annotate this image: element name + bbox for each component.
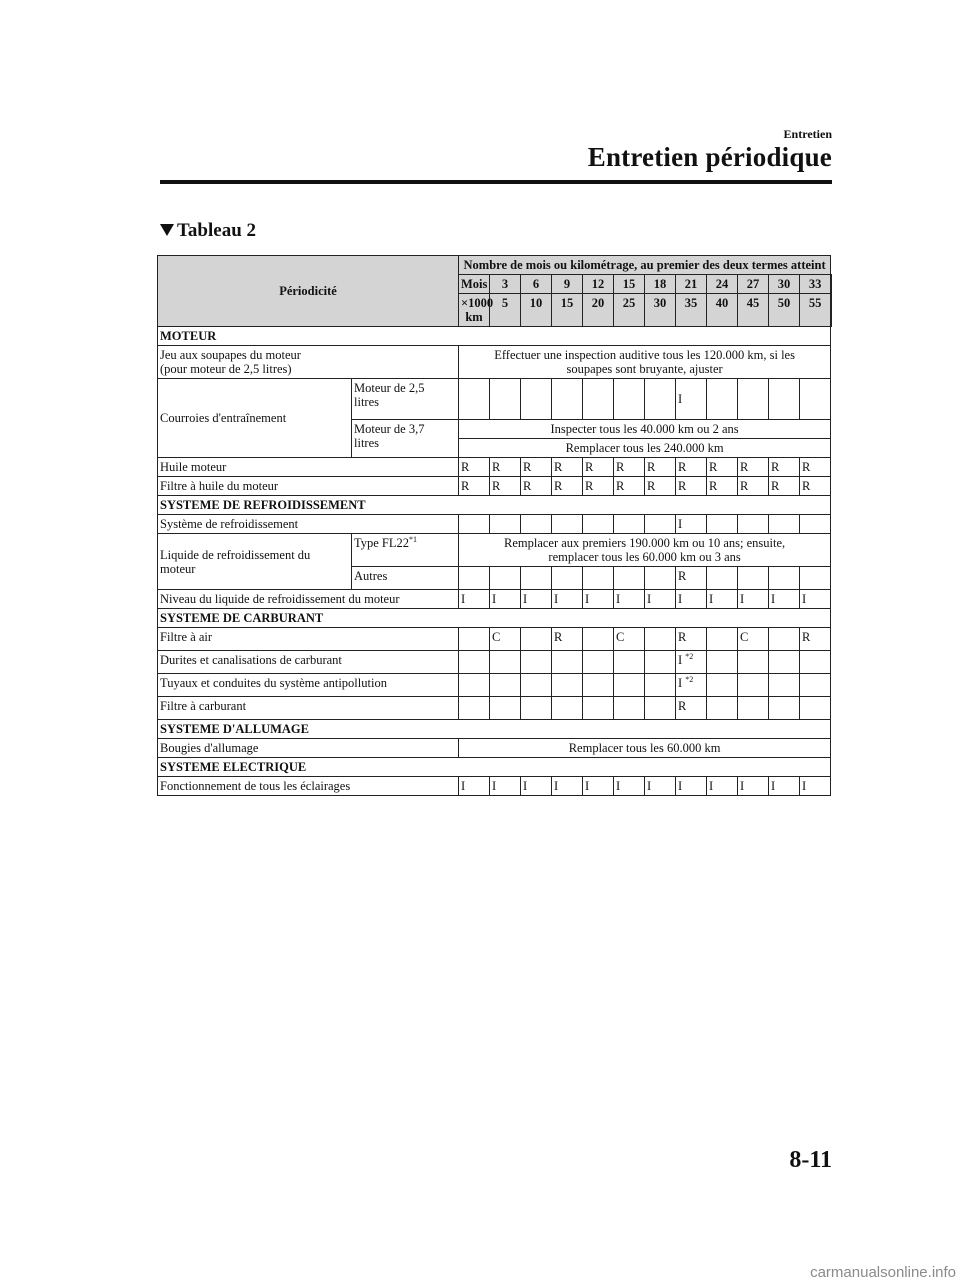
interval-cell: R <box>800 477 831 496</box>
eclairage-label: Fonctionnement de tous les éclairages <box>158 777 459 796</box>
interval-cell: I <box>459 590 490 609</box>
interval-cell: I <box>738 590 769 609</box>
section-title-allumage: SYSTEME D'ALLUMAGE <box>158 720 831 739</box>
interval-cell: R <box>552 477 583 496</box>
section-electrique <box>158 758 832 777</box>
section-title-refroid: SYSTEME DE REFROIDISSEMENT <box>158 496 831 515</box>
filtre-air-label: Filtre à air <box>158 628 459 651</box>
interval-cell: R <box>583 458 614 477</box>
interval-cell: I <box>800 590 831 609</box>
mois-cell: 24 <box>707 275 738 294</box>
interval-cell: R <box>552 458 583 477</box>
huile-label: Huile moteur <box>158 458 459 477</box>
moteur37-label: Moteur de 3,7 litres <box>352 420 459 458</box>
interval-cell: C <box>490 628 521 651</box>
interval-cell: I <box>614 590 645 609</box>
interval-cell: I <box>645 590 676 609</box>
span-header: Nombre de mois ou kilométrage, au premier des deux termes atteint <box>459 256 831 275</box>
km-cell: 5 <box>490 294 521 327</box>
interval-cell: R <box>676 477 707 496</box>
interval-cell: I <box>521 777 552 796</box>
interval-cell: R <box>521 458 552 477</box>
durites-i: I $^{*2}$ <box>676 651 707 674</box>
interval-cell: R <box>707 477 738 496</box>
km-cell: 50 <box>769 294 800 327</box>
section-title-moteur: MOTEUR <box>158 327 831 346</box>
mois-label: Mois <box>459 275 490 294</box>
km-cell: 45 <box>738 294 769 327</box>
interval-cell: I <box>521 590 552 609</box>
interval-cell: R <box>738 458 769 477</box>
systeme-label: Système de refroidissement <box>158 515 459 534</box>
autres-label: Autres <box>352 567 459 590</box>
interval-cell <box>459 628 490 651</box>
durites-label: Durites et canalisations de carburant <box>158 651 459 674</box>
km-cell: 15 <box>552 294 583 327</box>
km-cell: 40 <box>707 294 738 327</box>
autres-r: R <box>676 567 707 590</box>
jeu-value: Effectuer une inspection auditive tous les 120.000 km, si les soupapes sont bruyante, ajuster <box>459 346 831 379</box>
interval-cell: I <box>552 777 583 796</box>
interval-cell: C <box>614 628 645 651</box>
section-carburant <box>158 609 832 628</box>
interval-cell: R <box>459 477 490 496</box>
interval-cell <box>583 628 614 651</box>
page-title: Entretien périodique <box>587 142 832 172</box>
triangle-down-icon <box>160 224 174 236</box>
km-cell: 35 <box>676 294 707 327</box>
interval-cell: I <box>645 777 676 796</box>
interval-cell: I <box>614 777 645 796</box>
bougies-value: Remplacer tous les 60.000 km <box>459 739 831 758</box>
interval-cell: R <box>552 628 583 651</box>
interval-cell: R <box>490 458 521 477</box>
interval-cell: R <box>614 458 645 477</box>
mois-cell: 12 <box>583 275 614 294</box>
header-row-1 <box>158 256 832 275</box>
km-cell: 20 <box>583 294 614 327</box>
interval-cell: I <box>459 777 490 796</box>
moteur37-inspect: Inspecter tous les 40.000 km ou 2 ans <box>459 420 831 439</box>
maintenance-table <box>157 255 832 796</box>
interval-cell <box>521 628 552 651</box>
interval-cell: I <box>707 777 738 796</box>
interval-cell: I <box>583 777 614 796</box>
km-cell <box>831 294 832 327</box>
interval-cell: I <box>769 777 800 796</box>
tuyaux-i: I $^{*2}$ <box>676 674 707 697</box>
interval-cell: I <box>490 590 521 609</box>
interval-cell: R <box>490 477 521 496</box>
interval-cell: R <box>800 628 831 651</box>
mois-cell: 3 <box>490 275 521 294</box>
interval-cell: R <box>614 477 645 496</box>
interval-cell: R <box>769 458 800 477</box>
mois-cell: 18 <box>645 275 676 294</box>
km-cell: 55 <box>800 294 831 327</box>
filtre-huile-label: Filtre à huile du moteur <box>158 477 459 496</box>
periodicite-header: Périodicité <box>158 256 459 327</box>
interval-cell: C <box>738 628 769 651</box>
interval-cell: R <box>645 477 676 496</box>
interval-cell: R <box>676 628 707 651</box>
mois-cell: 6 <box>521 275 552 294</box>
interval-cell: I <box>676 590 707 609</box>
jeu-label: Jeu aux soupapes du moteur (pour moteur de 2,5 litres) <box>158 346 459 379</box>
table-row <box>158 477 832 496</box>
table-row <box>158 590 832 609</box>
header-section: Entretien <box>783 127 832 141</box>
km-label: ×1000 km <box>459 294 490 327</box>
km-cell: 30 <box>645 294 676 327</box>
moteur25-i: I <box>676 379 707 420</box>
interval-cell: R <box>676 458 707 477</box>
interval-cell: I <box>707 590 738 609</box>
table-row <box>158 674 832 697</box>
table-row <box>158 651 832 674</box>
interval-cell: I <box>676 777 707 796</box>
table-row <box>158 346 832 379</box>
mois-cell: 21 <box>676 275 707 294</box>
table-row <box>158 739 832 758</box>
section-moteur <box>158 327 832 346</box>
table-row <box>158 379 832 420</box>
table-row <box>158 515 832 534</box>
filtre-carb-label: Filtre à carburant <box>158 697 459 720</box>
table-row <box>158 534 832 567</box>
page-number: 8-11 <box>789 1147 832 1173</box>
interval-cell: R <box>645 458 676 477</box>
interval-cell: R <box>738 477 769 496</box>
bougies-label: Bougies d'allumage <box>158 739 459 758</box>
table-title-text: Tableau 2 <box>177 220 257 241</box>
section-title-electrique: SYSTEME ELECTRIQUE <box>158 758 831 777</box>
type-label: Type FL22$^{*1}$ <box>352 534 459 567</box>
interval-cell: R <box>800 458 831 477</box>
table-row <box>158 458 832 477</box>
km-cell: 25 <box>614 294 645 327</box>
table-row <box>158 628 832 651</box>
table-row <box>158 777 832 796</box>
interval-cell: I <box>800 777 831 796</box>
mois-cell <box>831 275 832 294</box>
mois-cell: 9 <box>552 275 583 294</box>
header-rule <box>160 180 832 184</box>
interval-cell: R <box>521 477 552 496</box>
systeme-i: I <box>676 515 707 534</box>
interval-cell: I <box>738 777 769 796</box>
interval-cell: R <box>583 477 614 496</box>
interval-cell: R <box>769 477 800 496</box>
table-row <box>158 697 832 720</box>
tuyaux-label: Tuyaux et conduites du système antipollution <box>158 674 459 697</box>
filtre-carb-r: R <box>676 697 707 720</box>
interval-cell <box>707 628 738 651</box>
courroies-label: Courroies d'entraînement <box>158 379 352 458</box>
moteur37-replace: Remplacer tous les 240.000 km <box>459 439 831 458</box>
interval-cell: I <box>769 590 800 609</box>
interval-cell <box>645 628 676 651</box>
interval-cell: I <box>490 777 521 796</box>
moteur25-label: Moteur de 2,5 litres <box>352 379 459 420</box>
interval-cell <box>769 628 800 651</box>
section-title-carburant: SYSTEME DE CARBURANT <box>158 609 831 628</box>
mois-cell: 27 <box>738 275 769 294</box>
interval-cell: I <box>583 590 614 609</box>
table-title <box>160 220 256 242</box>
interval-cell: R <box>459 458 490 477</box>
watermark: carmanualsonline.info <box>810 1264 956 1281</box>
interval-cell: R <box>707 458 738 477</box>
liquide-label: Liquide de refroidissement du moteur <box>158 534 352 590</box>
section-allumage <box>158 720 832 739</box>
km-cell: 10 <box>521 294 552 327</box>
mois-cell: 15 <box>614 275 645 294</box>
type-value: Remplacer aux premiers 190.000 km ou 10 ans; ensuite, remplacer tous les 60.000 km ou 3 ans <box>459 534 831 567</box>
interval-cell: I <box>552 590 583 609</box>
mois-cell: 30 <box>769 275 800 294</box>
section-refroid <box>158 496 832 515</box>
niveau-label: Niveau du liquide de refroidissement du moteur <box>158 590 459 609</box>
mois-cell: 33 <box>800 275 831 294</box>
